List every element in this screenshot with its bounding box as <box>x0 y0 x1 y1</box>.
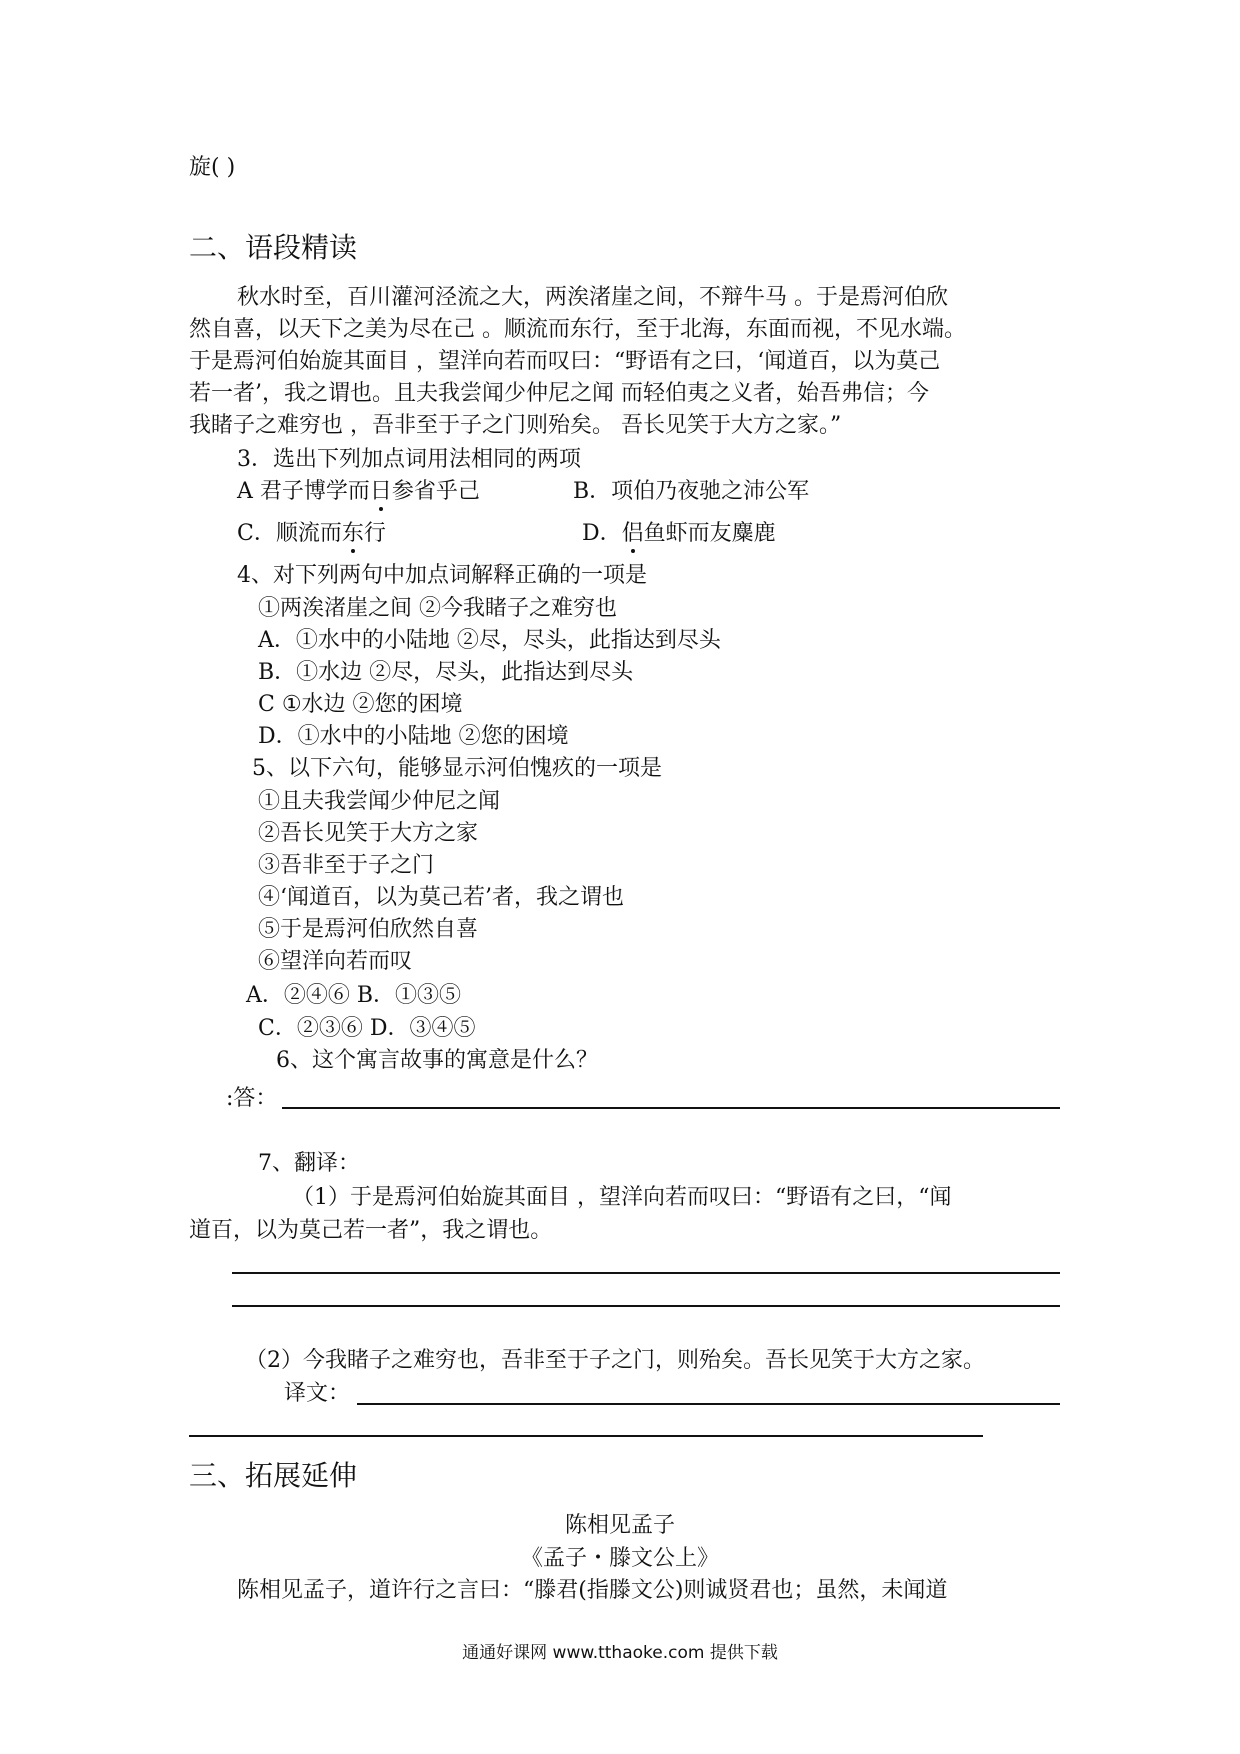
q6-stem: 6、这个寓言故事的寓意是什么？ <box>276 1048 598 1073</box>
q7-p1-answer-line-1 <box>232 1272 1060 1274</box>
q5-stem: 5、以下六句，能够显示河伯愧疚的一项是 <box>252 756 662 781</box>
q5-sentence-1: ①且夫我尝闻少仲尼之闻 <box>258 789 501 814</box>
passage-line-4: 若一者’，我之谓也。且夫我尝闻少仲尼之闻 而轻伯夷之义者，始吾弗信；今 <box>189 381 929 406</box>
q3-a-dotted: 日 <box>369 479 392 504</box>
q7-p2: （2）今我睹子之难穷也，吾非至于子之门，则殆矣。吾长见笑于大方之家。 <box>245 1348 985 1373</box>
essay-title: 陈相见孟子 <box>564 1513 675 1538</box>
q5-sentence-6: ⑥望洋向若而叹 <box>258 949 413 974</box>
section2-heading: 二、语段精读 <box>189 231 358 264</box>
q7-p1-line2: 道百，以为莫己若一者”，我之谓也。 <box>189 1218 553 1243</box>
q5-sentence-2: ②吾长见笑于大方之家 <box>258 821 479 846</box>
passage-line-2: 然自喜，以天下之美为尽在己 。顺流而东行，至于北海，东面而视，不见水端。 <box>189 317 966 342</box>
q4-stem: 4、对下列两句中加点词解释正确的一项是 <box>237 563 647 588</box>
q5-options-ab: A．②④⑥ B．①③⑤ <box>246 983 462 1008</box>
q7-stem: 7、翻译： <box>258 1151 360 1176</box>
q5-options-cd: C．②③⑥ D．③④⑤ <box>258 1016 476 1041</box>
q3-stem: 3．选出下列加点词用法相同的两项 <box>237 447 581 472</box>
q3-d-post: 鱼虾而友麋鹿 <box>643 521 776 546</box>
q3-c-dotted: 东 <box>341 521 364 546</box>
q5-sentence-3: ③吾非至于子之门 <box>258 853 435 878</box>
q4-items: ①两涘渚崖之间 ②今我睹子之难穷也 <box>258 596 617 621</box>
q3-a-pre: A 君子博学而 <box>237 479 370 504</box>
q7-p2-answer-line <box>357 1403 1060 1405</box>
q4-option-d: D．①水中的小陆地 ②您的困境 <box>258 724 569 749</box>
q3-d-dotted: 侣 <box>621 521 644 546</box>
q3-option-a <box>237 476 480 508</box>
passage-line-3: 于是焉河伯始旋其面目 ，望洋向若而叹曰：“野语有之曰，‘闻道百，以为莫己 <box>189 349 941 374</box>
q6-answer-line <box>282 1107 1060 1109</box>
q6-answer-label: :答： <box>226 1086 278 1111</box>
q3-c-pre: C．顺流而 <box>237 521 342 546</box>
q7-p2-answer-line-2 <box>189 1435 983 1437</box>
q5-sentence-4: ④‘闻道百，以为莫己若’者，我之谓也 <box>258 885 624 910</box>
section3-heading: 三、拓展延伸 <box>189 1459 358 1492</box>
q4-option-b: B．①水边 ②尽，尽头，此指达到尽头 <box>258 660 634 685</box>
q3-option-b: B．项伯乃夜驰之沛公军 <box>573 479 810 504</box>
q7-p1-answer-line-2 <box>232 1305 1060 1307</box>
footer-text: 通通好课网 www.tthaoke.com 提供下载 <box>462 1643 778 1663</box>
q3-a-post: 参省乎己 <box>391 479 480 504</box>
q3-d-pre: D． <box>582 521 622 546</box>
essay-line-1: 陈相见孟子，道许行之言曰：“滕君(指滕文公)则诚贤君也；虽然，未闻道 <box>237 1578 948 1603</box>
top-line: 旋( ) <box>189 155 236 180</box>
essay-source: 《孟子・滕文公上》 <box>520 1546 719 1571</box>
q7-p2-label: 译文： <box>284 1381 351 1406</box>
q4-option-a: A．①水中的小陆地 ②尽，尽头，此指达到尽头 <box>258 628 721 653</box>
q3-c-post: 行 <box>363 521 386 546</box>
q7-p1-line1: （1）于是焉河伯始旋其面目 ，望洋向若而叹曰：“野语有之曰，“闻 <box>292 1185 952 1210</box>
passage-line-5: 我睹子之难穷也 ，吾非至于子之门则殆矣。 吾长见笑于大方之家。” <box>189 413 842 438</box>
q3-option-d <box>582 518 776 550</box>
q5-sentence-5: ⑤于是焉河伯欣然自喜 <box>258 917 479 942</box>
q3-option-c <box>237 518 386 550</box>
passage-line-1: 秋水时至，百川灌河泾流之大，两涘渚崖之间，不辩牛马 。于是焉河伯欣 <box>237 285 948 310</box>
q4-option-c: C ①水边 ②您的困境 <box>258 692 463 717</box>
